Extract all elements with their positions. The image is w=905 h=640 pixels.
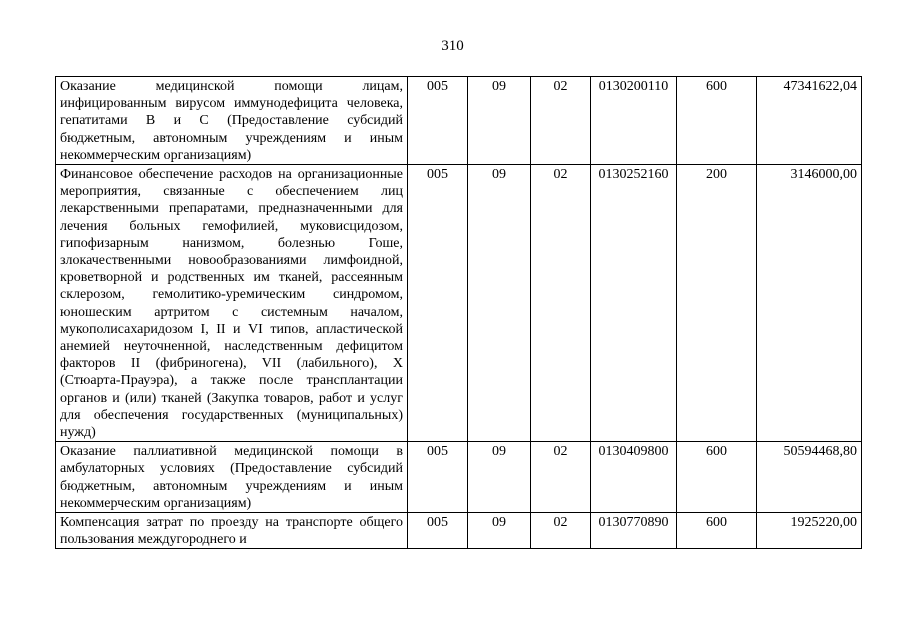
page-number: 310 [441, 38, 464, 54]
subsection-code: 02 [531, 442, 591, 513]
subsection-code: 02 [531, 165, 591, 442]
table-row [56, 513, 862, 549]
row-description: Финансовое обеспечение расходов на организационные мероприятия, связанные с обеспечением лиц лекарственными препаратами, предназначенными для лечения больных гемофилией, муковисцидозом, гипофизарным нанизмом, болезнью Гоше, злокачественными новообразованиями лимфоидной, кроветворной и родственных им тканей, рассеянным склерозом, гемолитико-уремическим синдромом, юношеским артритом с системным началом, мукополисахаридозом I, II и VI типов, апластической анемией неуточненной, наследственным дефицитом факторов II (фибриногена), VII (лабильного), X (Стюарта-Прауэра), а также после трансплантации органов и (или) тканей (Закупка товаров, работ и услуг для обеспечения государственных (муниципальных) нужд) [56, 165, 408, 442]
row-description: Оказание медицинской помощи лицам, инфицированным вирусом иммунодефицита человека, гепатитами В и С (Предоставление субсидий бюджетным, автономным учреждениям и иным некоммерческим организациям) [56, 77, 408, 165]
target-article-code: 0130200110 [591, 77, 677, 165]
subsection-code: 02 [531, 77, 591, 165]
ministry-code: 005 [408, 165, 468, 442]
amount: 50594468,80 [757, 442, 862, 513]
target-article-code: 0130409800 [591, 442, 677, 513]
section-code: 09 [468, 513, 531, 549]
target-article-code: 0130252160 [591, 165, 677, 442]
table-row [56, 442, 862, 513]
ministry-code: 005 [408, 77, 468, 165]
section-code: 09 [468, 77, 531, 165]
expense-type-code: 600 [677, 77, 757, 165]
row-description: Оказание паллиативной медицинской помощи в амбулаторных условиях (Предоставление субсидий бюджетным, автономным учреждениям и иным некоммерческим организациям) [56, 442, 408, 513]
table-row [56, 165, 862, 442]
expense-type-code: 600 [677, 513, 757, 549]
ministry-code: 005 [408, 513, 468, 549]
section-code: 09 [468, 442, 531, 513]
target-article-code: 0130770890 [591, 513, 677, 549]
row-description-text: Компенсация затрат по проезду на транспорте общего пользования междугороднего и [60, 515, 403, 548]
section-code: 09 [468, 165, 531, 442]
expense-type-code: 600 [677, 442, 757, 513]
expense-type-code: 200 [677, 165, 757, 442]
table-row [56, 77, 862, 165]
budget-table [55, 76, 862, 549]
subsection-code: 02 [531, 513, 591, 549]
row-description [56, 513, 408, 549]
amount: 47341622,04 [757, 77, 862, 165]
ministry-code: 005 [408, 442, 468, 513]
amount: 1925220,00 [757, 513, 862, 549]
amount: 3146000,00 [757, 165, 862, 442]
